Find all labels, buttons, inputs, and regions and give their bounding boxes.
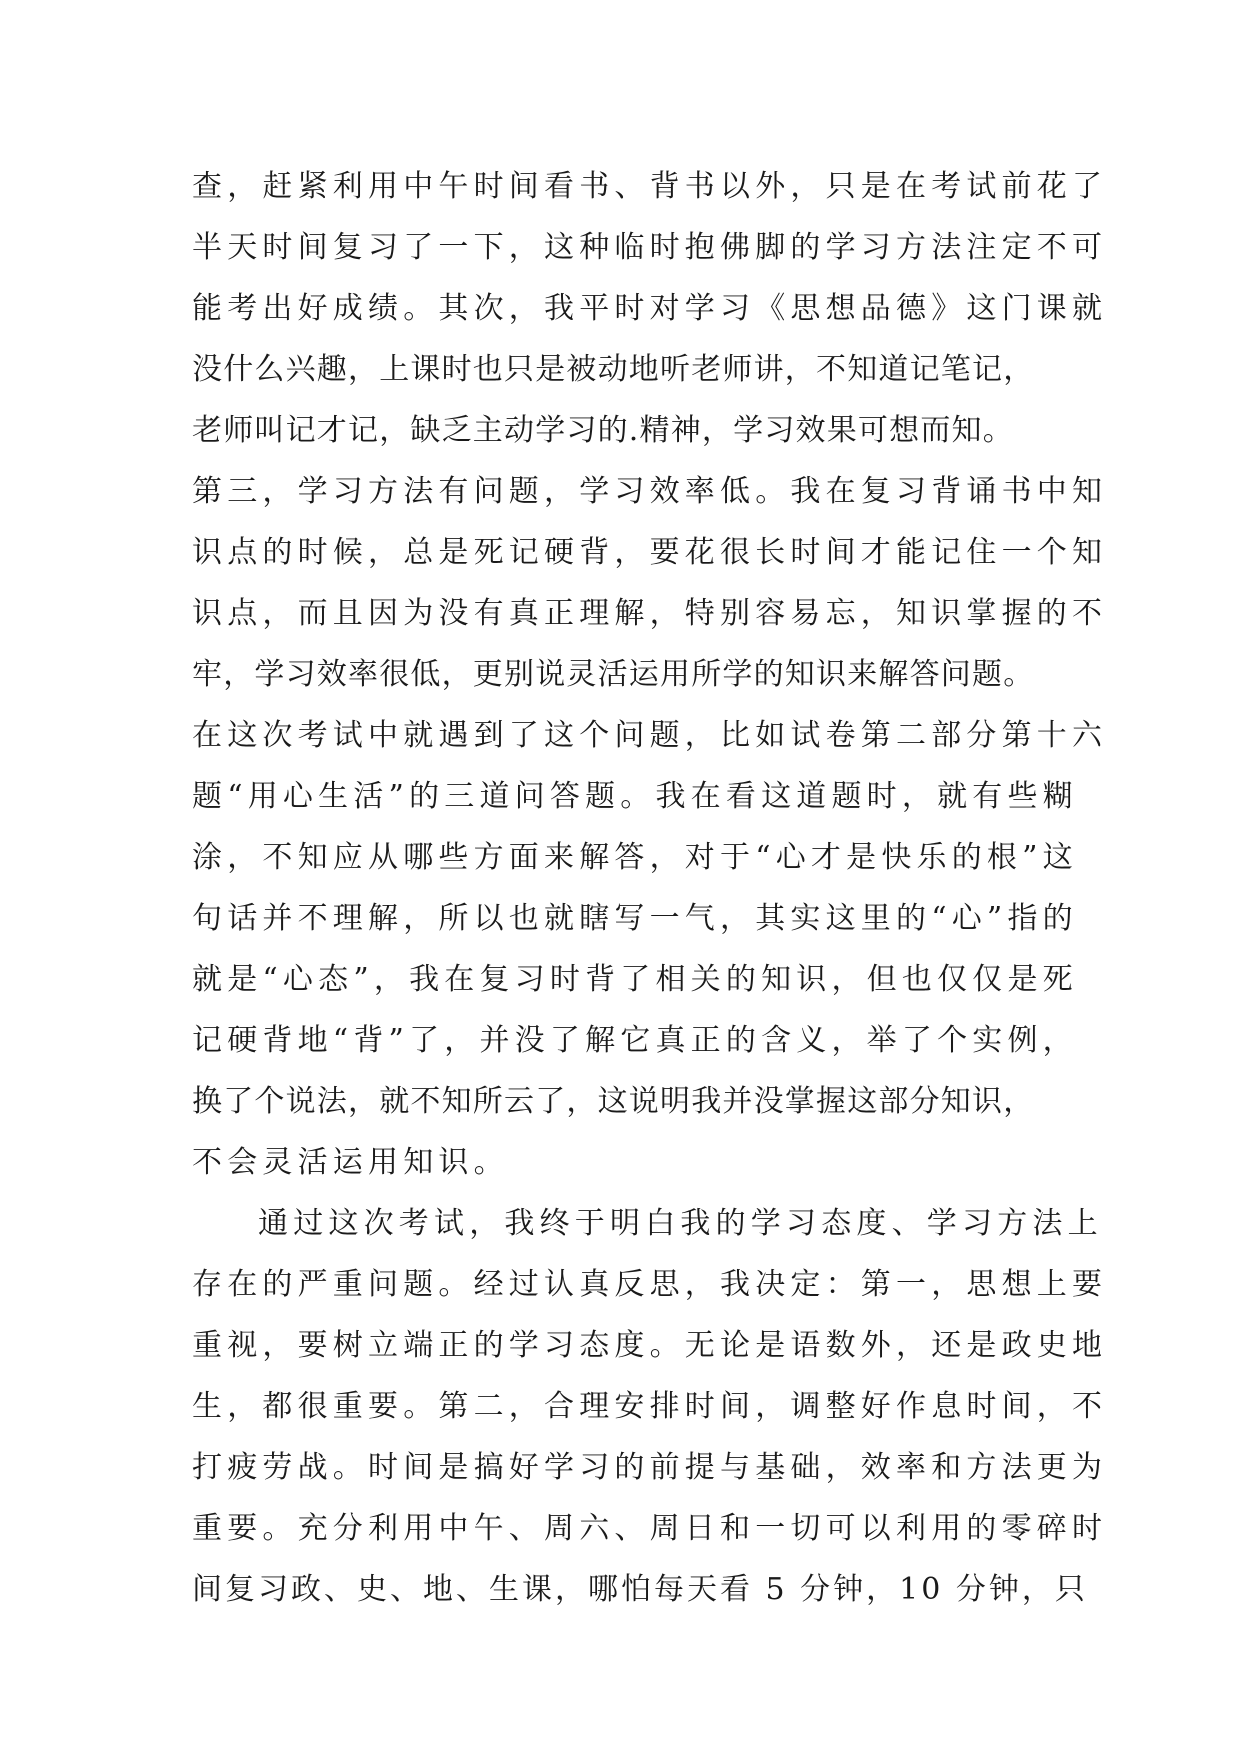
text-line: 没什么兴趣，上课时也只是被动地听老师讲，不知道记笔记，	[192, 352, 1035, 387]
text-line: 第三，学习方法有问题，学习效率低。我在复习背诵书中知	[192, 474, 1108, 509]
text-line: 老师叫记才记，缺乏主动学习的.精神，学习效果可想而知。	[192, 413, 1014, 448]
text-line: 半天时间复习了一下，这种临时抱佛脚的学习方法注定不可	[192, 230, 1108, 265]
text-line: 就是“心态”，我在复习时背了相关的知识，但也仅仅是死	[192, 962, 1078, 997]
text-line: 打疲劳战。时间是搞好学习的前提与基础，效率和方法更为	[192, 1450, 1108, 1485]
text-line: 题“用心生活”的三道问答题。我在看这道题时，就有些糊	[192, 779, 1078, 814]
text-line: 记硬背地“背”了，并没了解它真正的含义，举了个实例，	[192, 1023, 1078, 1058]
text-line: 识点，而且因为没有真正理解，特别容易忘，知识掌握的不	[192, 596, 1108, 631]
text-line: 在这次考试中就遇到了这个问题，比如试卷第二部分第十六	[192, 718, 1108, 753]
text-line: 存在的严重问题。经过认真反思，我决定：第一，思想上要	[192, 1267, 1108, 1302]
text-line: 识点的时候，总是死记硬背，要花很长时间才能记住一个知	[192, 535, 1108, 570]
text-line: 能考出好成绩。其次，我平时对学习《思想品德》这门课就	[192, 291, 1108, 326]
body-text	[192, 156, 1108, 1620]
text-line: 间复习政、史、地、生课，哪怕每天看 5 分钟，10 分钟，只	[192, 1572, 1088, 1607]
text-line: 重视，要树立端正的学习态度。无论是语数外，还是政史地	[192, 1328, 1108, 1363]
text-line: 重要。充分利用中午、周六、周日和一切可以利用的零碎时	[192, 1511, 1108, 1546]
text-line: 牢，学习效率很低，更别说灵活运用所学的知识来解答问题。	[192, 657, 1035, 692]
text-line: 不会灵活运用知识。	[192, 1145, 509, 1180]
text-line: 涂，不知应从哪些方面来解答，对于“心才是快乐的根”这	[192, 840, 1078, 875]
text-line: 句话并不理解，所以也就瞎写一气，其实这里的“心”指的	[192, 901, 1078, 936]
text-line: 换了个说法，就不知所云了，这说明我并没掌握这部分知识，	[192, 1084, 1035, 1119]
paragraph-first-line: 通过这次考试，我终于明白我的学习态度、学习方法上	[258, 1206, 1103, 1241]
text-line: 生，都很重要。第二，合理安排时间，调整好作息时间，不	[192, 1389, 1108, 1424]
text-line: 查，赶紧利用中午时间看书、背书以外，只是在考试前花了	[192, 169, 1108, 204]
